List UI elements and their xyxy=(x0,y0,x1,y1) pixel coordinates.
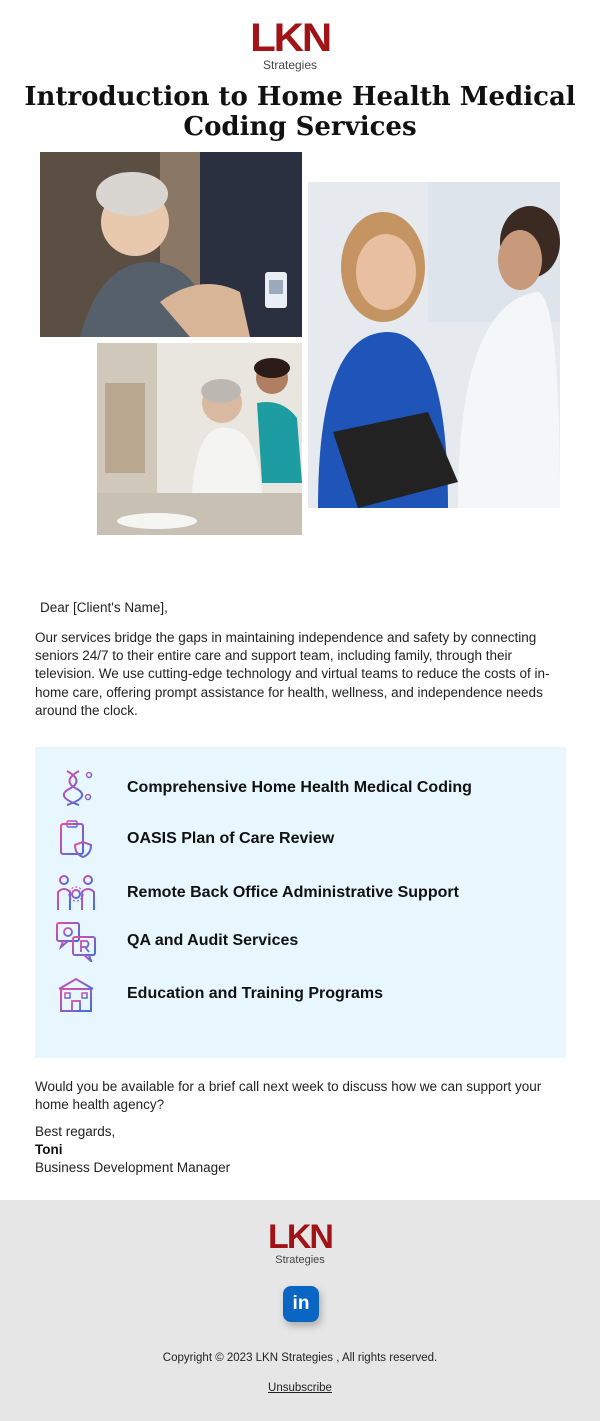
header-logo[interactable] xyxy=(250,18,330,71)
service-label: OASIS Plan of Care Review xyxy=(127,830,335,847)
closing-paragraph: Would you be available for a brief call next week to discuss how we can support your home health agency? xyxy=(35,1079,542,1113)
signer-role: Business Development Manager xyxy=(35,1160,231,1175)
signer-name: Toni xyxy=(35,1142,63,1157)
service-item-oasis xyxy=(35,817,566,861)
service-label: Comprehensive Home Health Medical Coding xyxy=(127,779,472,796)
logo-mark: LKN xyxy=(268,1218,332,1256)
service-item-backoffice xyxy=(35,871,566,915)
footer xyxy=(0,1200,600,1421)
services-panel xyxy=(35,747,566,1058)
page-title: Introduction to Home Health Medical Coding Services xyxy=(24,82,576,142)
unsubscribe-link[interactable]: Unsubscribe xyxy=(268,1382,332,1394)
dna-icon xyxy=(55,767,97,809)
greeting: Dear [Client's Name], xyxy=(40,600,168,615)
service-item-education xyxy=(35,972,566,1016)
service-label: Remote Back Office Administrative Support xyxy=(127,884,459,901)
linkedin-icon[interactable]: in xyxy=(283,1286,319,1322)
service-label: QA and Audit Services xyxy=(127,932,299,949)
logo-subtitle: Strategies xyxy=(275,1254,325,1266)
logo-mark: LKN xyxy=(249,16,331,60)
clipboard-shield-icon xyxy=(55,818,97,860)
footer-logo[interactable] xyxy=(265,1220,335,1266)
intro-paragraph: Our services bridge the gaps in maintaining independence and safety by connecting seniors 24/7 to their entire care and support team, including family, through their television. We use cutting-edge technology and virtual teams to reduce the costs of in-home care, offering prompt assistance for health, wellness, and independence needs around the clock. xyxy=(35,630,550,718)
photo-doctor-consultation xyxy=(308,182,560,508)
service-item-coding xyxy=(35,766,566,810)
photo-senior-smiling xyxy=(40,152,302,337)
sign-off: Best regards, xyxy=(35,1124,116,1139)
service-label: Education and Training Programs xyxy=(127,985,384,1002)
school-building-icon xyxy=(55,973,97,1015)
chat-qa-icon xyxy=(55,920,97,962)
photo-caregiver-exercise xyxy=(97,343,302,535)
logo-subtitle: Strategies xyxy=(262,58,318,72)
copyright-text: Copyright © 2023 LKN Strategies , All rights reserved. xyxy=(162,1352,438,1364)
team-gear-icon xyxy=(55,872,97,914)
service-item-qa xyxy=(35,919,566,963)
